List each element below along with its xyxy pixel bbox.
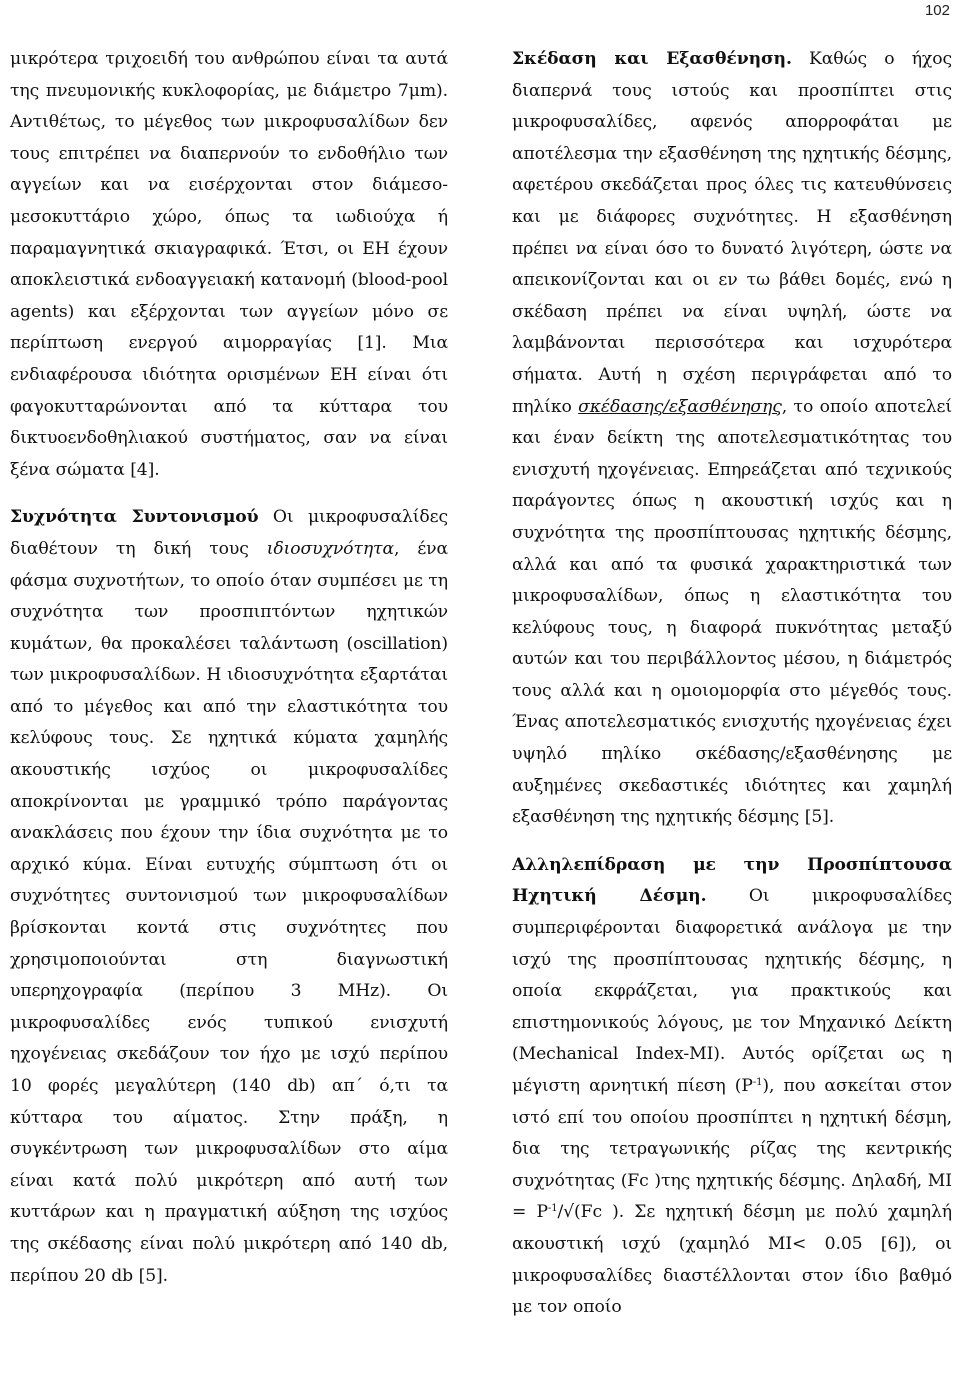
paragraph-scattering-attenuation xyxy=(512,44,952,834)
page-number: 102 xyxy=(924,2,950,19)
italic-term: σκέδασης/εξασθένησης xyxy=(578,396,782,417)
section-heading-scattering: Σκέδαση και Εξασθένηση. xyxy=(512,49,792,69)
text-span: Οι μικροφυσαλίδες διαθέτουν τη δική τους xyxy=(10,507,448,559)
text-span: /√(Fc ). Σε ηχητική δέσμη με πολύ χαμηλή ακουστική ισχύ (χαμηλό MI< 0.05 [6]), οι μικροφυσαλίδες διαστέλλονται στον ίδιο βαθμό με τον οποίο xyxy=(512,1202,952,1318)
section-heading-interaction: Αλληλεπίδραση με την Προσπίπτουσα Ηχητική Δέσμη. xyxy=(512,854,952,907)
superscript: -1 xyxy=(752,1077,763,1088)
text-span: Καθώς ο ήχος διαπερνά τους ιστούς και προσπίπτει στις μικροφυσαλίδες, αφενός απορροφάται με αποτέλεσμα την εξασθένηση της ηχητικής δέσμης, αφετέρου σκεδάζεται προς όλες τις κατευθύνσεις και με διάφορες συχνότητες. Η εξασθένηση πρέπει να είναι όσο το δυνατό λιγότερη, ώστε να απεικονίζονται και οι εν τω βάθει δομές, ενώ η σκέδαση πρέπει να είναι υψηλή, ώστε να λαμβάνονται περισσότερα και ισχυρότερα σήματα. Αυτή η σχέση περιγράφεται από το πηλίκο xyxy=(512,49,952,417)
superscript: -1 xyxy=(547,1203,558,1215)
text-span: Οι μικροφυσαλίδες συμπεριφέρονται διαφορετικά ανάλογα με την ισχύ της προσπίπτουσας ηχητικής δέσμης, η οποία εκφράζεται, για πρακτικούς και επιστημονικούς λόγους, με τον Μηχανικό Δείκτη (Mechanical Index-MI). Αυτός ορίζεται ως η μέγιστη αρνητική πίεση (P xyxy=(512,886,952,1096)
section-heading-resonance: Συχνότητα Συντονισμού xyxy=(10,507,259,528)
paragraph-interaction-beam xyxy=(512,850,952,1324)
italic-term: ιδιοσυχνότητα xyxy=(266,538,394,559)
paragraph-resonance-frequency xyxy=(10,502,448,1292)
text-span: , το οποίο αποτελεί και έναν δείκτη της αποτελεσματικότητας του ενισχυτή ηχογένειας. Επηρεάζεται από τεχνικούς παράγοντες όπως η ακουστική ισχύς και η συχνότητα της προσπίπτουσας ηχητικής δέσμης, αλλά και από τα φυσικά χαρακτηριστικά των μικροφυσαλίδων, όπως η ελαστικότητα του κελύφους τους, η διαφορά πυκνότητας μεταξύ αυτών και του περιβάλλοντος μέσου, η διάμετρός τους αλλά και η ομοιομορφία στο μέγεθός τους. Ένας αποτελεσματικός ενισχυτής ηχογένειας έχει υψηλό πηλίκο σκέδασης/εξασθένησης με αυξημένες σκεδαστικές ιδιότητες και χαμηλή εξασθένηση της ηχητικής δέσμης [5]. xyxy=(512,396,952,828)
right-column xyxy=(512,44,952,1324)
text-span: ), που ασκείται στον ιστό επί του οποίου προσπίπτει η ηχητική δέσμη, δια της τετραγωνικής ρίζας της κεντρικής συχνότητας (Fc )της ηχητικής δέσμης. Δηλαδή, MI = P xyxy=(512,1076,952,1223)
left-column xyxy=(10,44,448,1292)
paragraph-blood-pool: μικρότερα τριχοειδή του ανθρώπου είναι τα αυτά της πνευμονικής κυκλοφορίας, με διάμετρο 7μm). Αντιθέτως, το μέγεθος των μικροφυσαλίδων δεν τους επιτρέπει να διαπερνούν το ενδοθήλιο των αγγείων και να εισέρχονται στον διάμεσο-μεσοκυττάριο χώρο, όπως τα ιωδιούχα ή παραμαγνητικά σκιαγραφικά. Έτσι, οι ΕΗ έχουν αποκλειστικά ενδοαγγειακή κατανομή (blood-pool agents) και εξέρχονται των αγγείων μόνο σε περίπτωση ενεργού αιμορραγίας [1]. Μια ενδιαφέρουσα ιδιότητα ορισμένων ΕΗ είναι ότι φαγοκυτταρώνονται από τα κύτταρα του δικτυοενδοθηλιακού συστήματος, σαν να είναι ξένα σώματα [4]. xyxy=(10,49,448,480)
text-span: , ένα φάσμα συχνοτήτων, το οποίο όταν συμπέσει με τη συχνότητα των προσπιπτόντων ηχητικών κυμάτων, θα προκαλέσει ταλάντωση (oscillation) των μικροφυσαλίδων. Η ιδιοσυχνότητα εξαρτάται από το μέγεθος και από την ελαστικότητα του κελύφους τους. Σε ηχητικά κύματα χαμηλής ακουστικής ισχύος οι μικροφυσαλίδες αποκρίνονται με γραμμικό τρόπο παράγοντας ανακλάσεις που έχουν την ίδια συχνότητα με το αρχικό κύμα. Είναι ευτυχής σύμπτωση ότι οι συχνότητες συντονισμού των μικροφυσαλίδων βρίσκονται κοντά στις συχνότητες που χρησιμοποιούνται στη διαγνωστική υπερηχογραφία (περίπου 3 MHz). Οι μικροφυσαλίδες ενός τυπικού ενισχυτή ηχογένειας σκεδάζουν τον ήχο με ισχύ περίπου 10 φορές μεγαλύτερη (140 db) απ΄ ό,τι τα κύτταρα του αίματος. Στην πράξη, η συγκέντρωση των μικροφυσαλίδων στο αίμα είναι κατά πολύ μικρότερη από αυτή των κυττάρων και η πραγματική αύξηση της ισχύος της σκέδασης είναι πολύ μικρότερη από 140 db, περίπου 20 db [5]. xyxy=(10,538,448,1286)
